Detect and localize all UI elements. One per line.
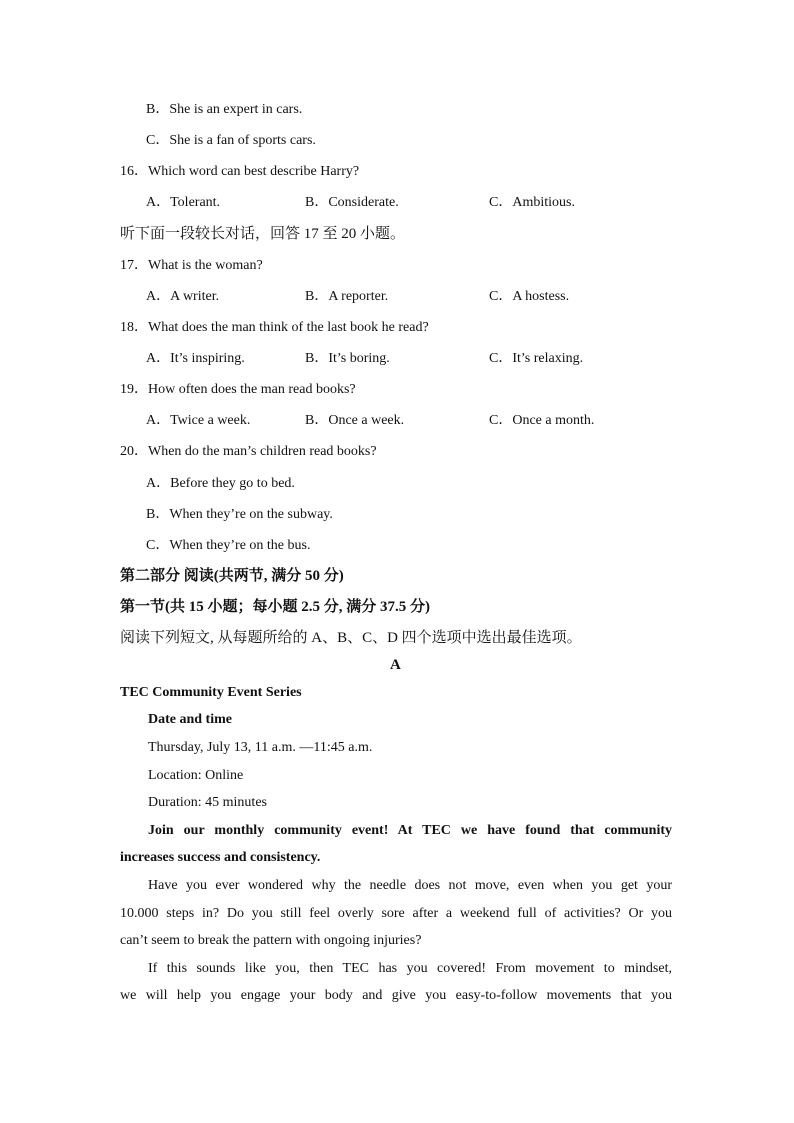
q20-option-a: A．Before they go to bed.: [146, 476, 295, 491]
q19-stem: 19．How often does the man read books?: [120, 382, 356, 397]
q18-option-a: A．It’s inspiring.: [146, 351, 245, 366]
paragraph-1-line-2: 10.000 steps in? Do you still feel overly sore after a weekend full of activities? Or you: [120, 906, 672, 921]
q16-option-a: A．Tolerant.: [146, 195, 221, 210]
q17-option-a: A．A writer.: [146, 289, 220, 304]
q18-option-c: C．It’s relaxing.: [489, 351, 584, 366]
passage-label: A: [390, 657, 401, 673]
q17-option-b: B．A reporter.: [305, 289, 389, 304]
event-duration: Duration: 45 minutes: [148, 795, 267, 810]
q16-stem: 16．Which word can best describe Harry?: [120, 164, 360, 179]
q18-stem: 18．What does the man think of the last book he read?: [120, 320, 429, 335]
q16-option-c: C．Ambitious.: [489, 195, 575, 210]
section-one-title: 第一节(共 15 小题；每小题 2.5 分, 满分 37.5 分): [120, 599, 430, 615]
reading-instruction: 阅读下列短文, 从每题所给的 A、B、C、D 四个选项中选出最佳选项。: [120, 630, 582, 646]
passage-title: TEC Community Event Series: [120, 685, 302, 700]
date-heading: Date and time: [148, 712, 232, 727]
part-two-title: 第二部分 阅读(共两节, 满分 50 分): [120, 568, 344, 584]
intro-line-1: Join our monthly community event! At TEC we have found that community: [148, 823, 672, 838]
q15-option-b: B．She is an expert in cars.: [146, 102, 303, 117]
instruction-17-20: 听下面一段较长对话，回答 17 至 20 小题。: [120, 226, 406, 242]
q18-option-b: B．It’s boring.: [305, 351, 390, 366]
paragraph-2-line-1: If this sounds like you, then TEC has you covered! From movement to mindset,: [148, 961, 672, 976]
event-location: Location: Online: [148, 768, 244, 783]
q17-option-c: C．A hostess.: [489, 289, 570, 304]
q20-stem: 20．When do the man’s children read books?: [120, 444, 377, 459]
paragraph-1-line-3: can’t seem to break the pattern with ongoing injuries?: [120, 933, 422, 948]
paragraph-2-line-2: we will help you engage your body and give you easy-to-follow movements that you: [120, 988, 672, 1003]
q19-option-b: B．Once a week.: [305, 413, 405, 428]
intro-line-2: increases success and consistency.: [120, 850, 321, 865]
event-date: Thursday, July 13, 11 a.m. —11:45 a.m.: [148, 740, 373, 755]
q19-option-a: A．Twice a week.: [146, 413, 251, 428]
q16-option-b: B．Considerate.: [305, 195, 399, 210]
q20-option-b: B．When they’re on the subway.: [146, 507, 333, 522]
q17-stem: 17．What is the woman?: [120, 258, 263, 273]
q19-option-c: C．Once a month.: [489, 413, 595, 428]
q15-option-c: C．She is a fan of sports cars.: [146, 133, 316, 148]
q20-option-c: C．When they’re on the bus.: [146, 538, 311, 553]
paragraph-1-line-1: Have you ever wondered why the needle does not move, even when you get your: [148, 878, 672, 893]
